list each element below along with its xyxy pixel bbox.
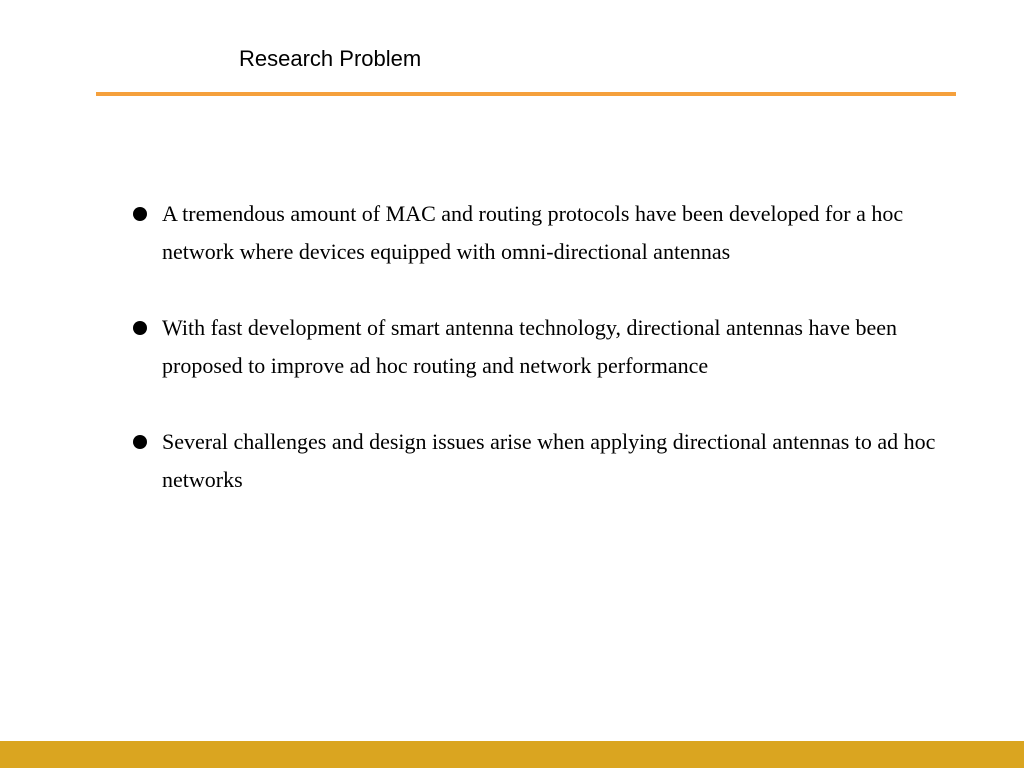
bullet-text: Several challenges and design issues arise when applying directional antennas to ad hoc networks <box>162 429 936 492</box>
bullet-dot-icon <box>133 435 147 449</box>
footer-band <box>0 741 1024 768</box>
bullet-text: With fast development of smart antenna technology, directional antennas have been proposed to improve ad hoc routing and network performance <box>162 315 898 378</box>
bullet-item <box>128 195 948 271</box>
bullet-dot-icon <box>133 207 147 221</box>
bullet-dot-icon <box>133 321 147 335</box>
bullet-text: A tremendous amount of MAC and routing protocols have been developed for a hoc network where devices equipped with omni-directional antennas <box>162 201 904 264</box>
bullet-item <box>128 423 948 499</box>
bullet-item <box>128 309 948 385</box>
title-divider <box>96 92 956 96</box>
slide-title: Research Problem <box>239 46 422 71</box>
bullet-list <box>128 195 948 537</box>
